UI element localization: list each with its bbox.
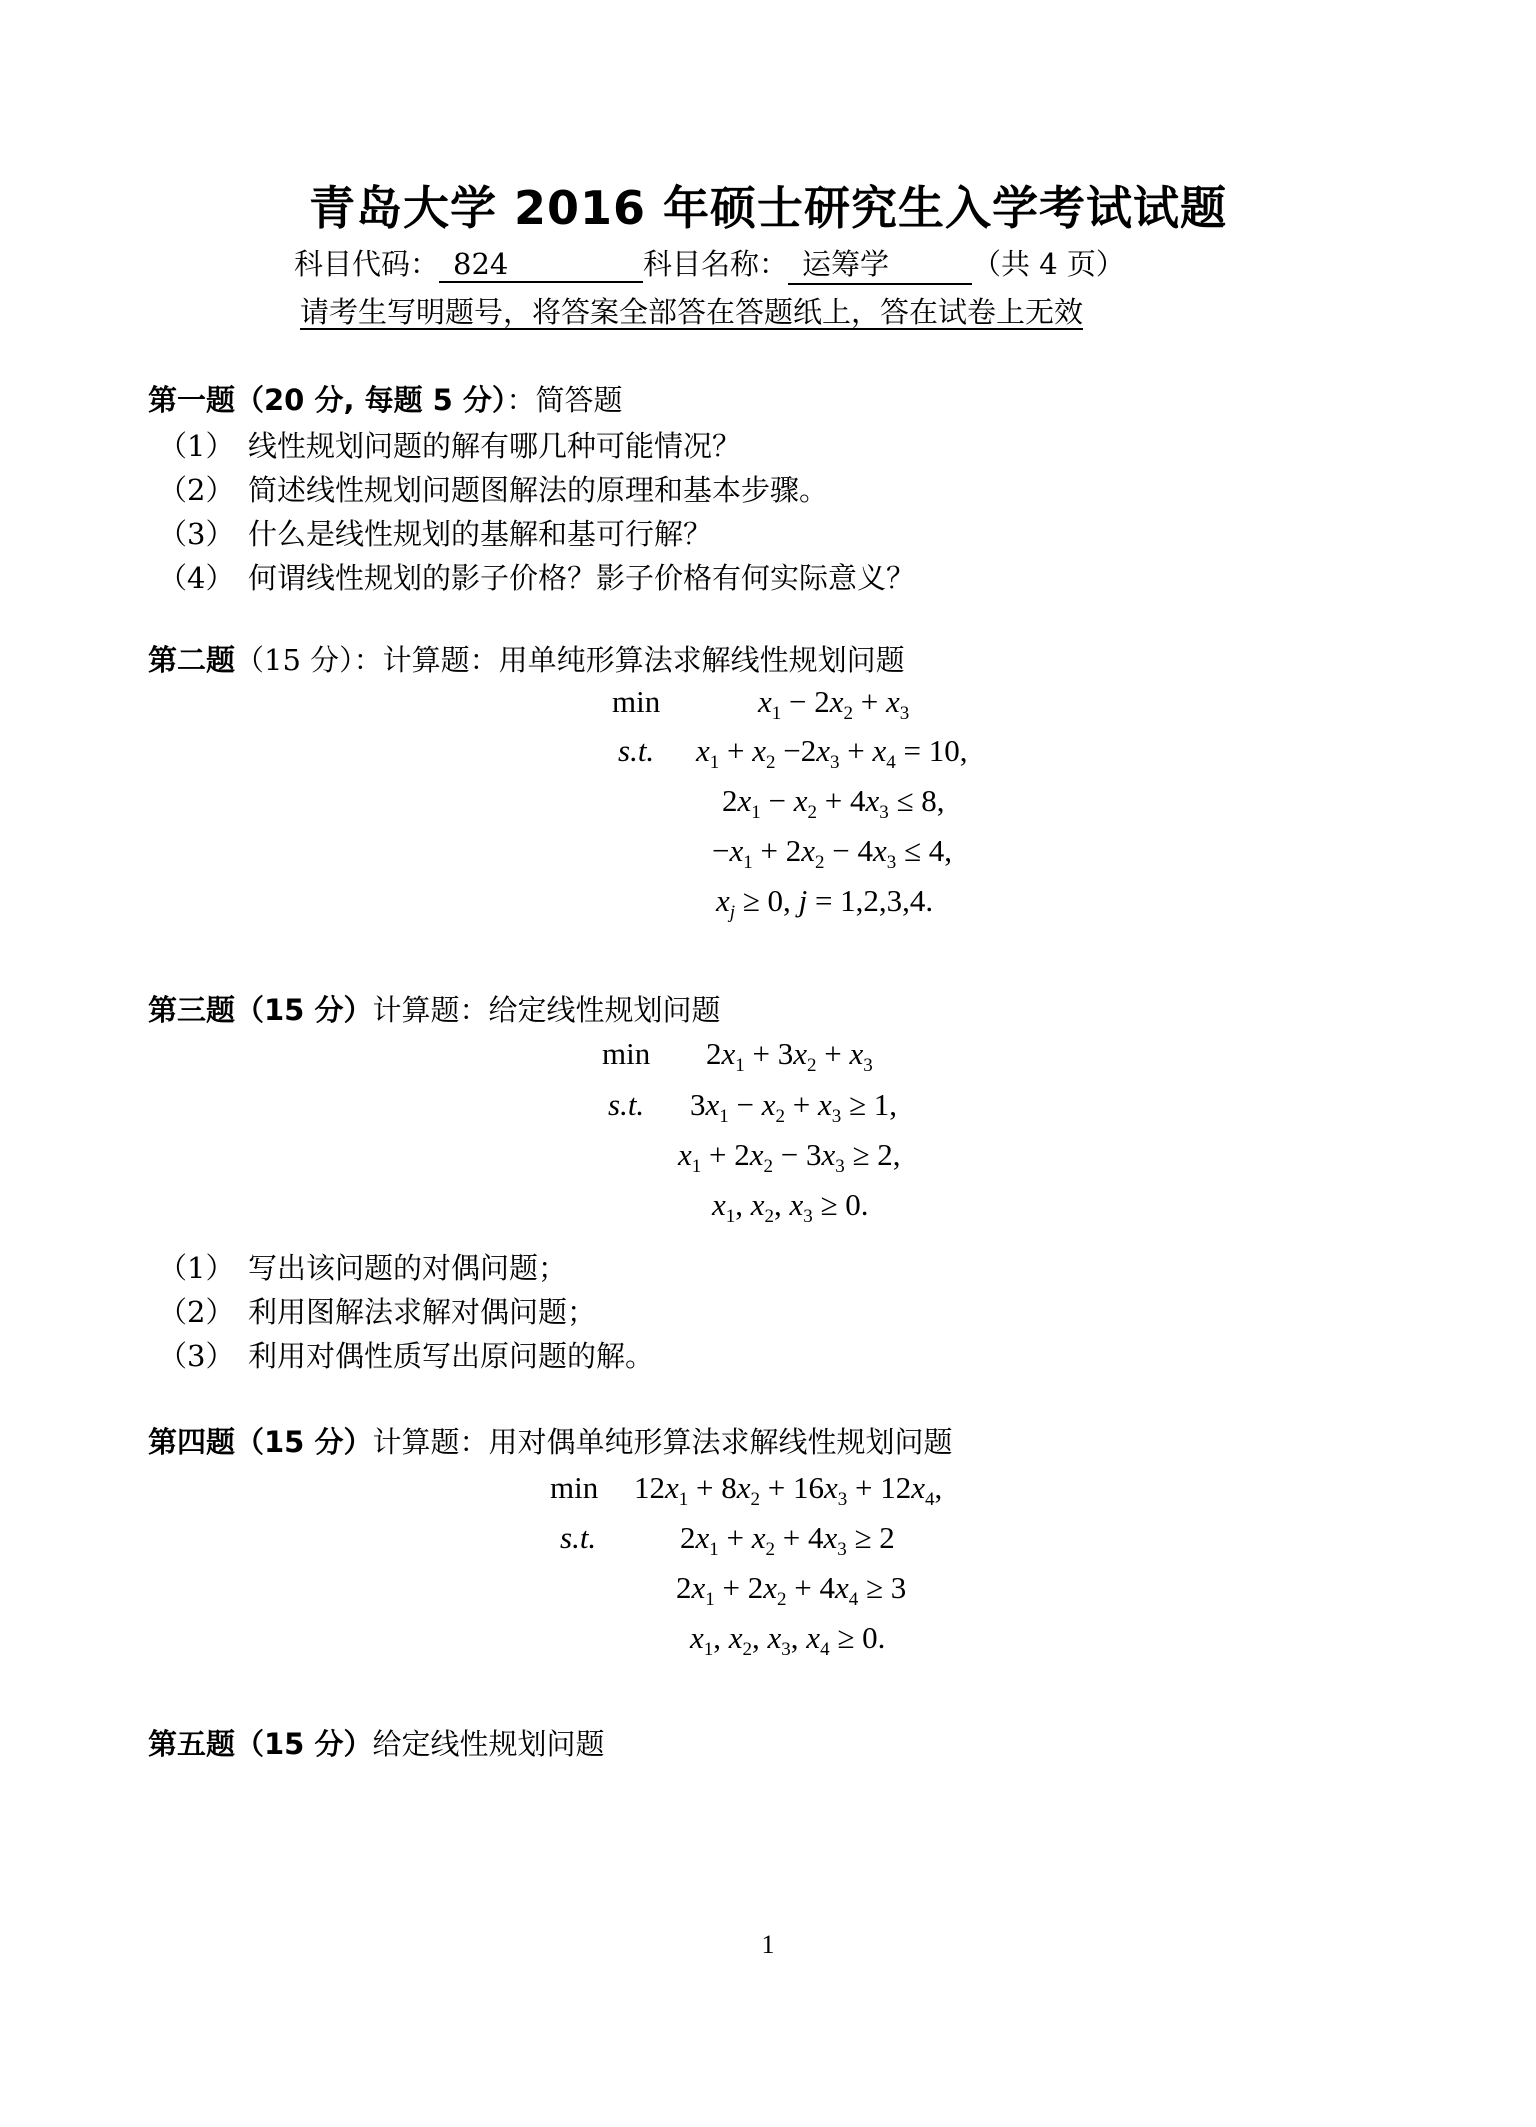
item-number: （2） [158, 1295, 235, 1329]
question-heading-bold: 第一题（20 分, 每题 5 分） [148, 383, 507, 417]
objective-expression: $2x_1 + 3x_2 + x_3$ [706, 1036, 873, 1077]
question-heading-bold: 第二题 [148, 643, 236, 677]
constraint: $2x_1 + 2x_2 + 4x_4 \ge 3$ [676, 1570, 907, 1611]
item-number: （2） [158, 473, 235, 507]
question-heading-text: 计算题：给定线性规划问题 [372, 993, 721, 1027]
constraint: $3x_1 - x_2 + x_3 \ge 1$, [690, 1087, 898, 1128]
subject-info [294, 242, 1125, 285]
st-label: s.t. [618, 733, 655, 768]
item-number: （3） [158, 1339, 235, 1373]
question-heading-text: ：简答题 [506, 383, 623, 417]
question-2-heading [148, 638, 905, 679]
subject-code-label: 科目代码： [294, 247, 440, 281]
subject-code: 824 [439, 247, 643, 283]
item-text: 利用对偶性质写出原问题的解。 [248, 1339, 655, 1373]
constraint: $2x_1 + x_2 + 4x_3 \ge 2$ [680, 1520, 895, 1561]
question-heading-bold: 第四题（15 分） [148, 1425, 373, 1459]
st-label: s.t. [560, 1520, 597, 1555]
item-text: 何谓线性规划的影子价格？影子价格有何实际意义？ [248, 561, 916, 595]
list-item [158, 1290, 596, 1331]
page-number: 1 [761, 1930, 775, 1959]
constraint: $x_1 + 2x_2 - 3x_3 \ge 2$, [678, 1137, 901, 1178]
constraint: $x_1$, $x_2$, $x_3$, $x_4 \ge 0$. [690, 1620, 886, 1661]
question-4-heading [148, 1420, 952, 1461]
subject-name: 运筹学 [788, 242, 972, 285]
question-3-heading [148, 988, 720, 1029]
item-number: （3） [158, 517, 235, 551]
objective-expression: $12x_1 + 8x_2 + 16x_3 + 12x_4$, [634, 1470, 943, 1511]
subject-name-label: 科目名称： [643, 247, 789, 281]
objective-expression: $x_1 - 2x_2 + x_3$ [758, 684, 910, 725]
item-number: （4） [158, 561, 235, 595]
list-item [158, 556, 915, 597]
list-item [158, 1246, 567, 1287]
constraint: $x_1$, $x_2$, $x_3 \ge 0$. [712, 1187, 869, 1228]
objective-label: min [612, 684, 661, 719]
item-text: 什么是线性规划的基解和基可行解？ [248, 517, 713, 551]
item-text: 利用图解法求解对偶问题； [248, 1295, 597, 1329]
question-5-heading [148, 1722, 604, 1763]
item-text: 简述线性规划问题图解法的原理和基本步骤。 [248, 473, 829, 507]
item-text: 写出该问题的对偶问题； [248, 1251, 568, 1285]
question-heading-bold: 第五题（15 分） [148, 1727, 373, 1761]
constraint: $2x_1 - x_2 + 4x_3 \le 8$, [722, 783, 945, 824]
constraint: $x_1 + x_2 -2x_3 + x_4 = 10$, [696, 733, 968, 774]
item-text: 线性规划问题的解有哪几种可能情况？ [248, 429, 742, 463]
question-heading-text: 计算题：用对偶单纯形算法求解线性规划问题 [372, 1425, 953, 1459]
list-item [158, 512, 712, 553]
item-number: （1） [158, 429, 235, 463]
st-label: s.t. [608, 1087, 645, 1122]
objective-label: min [602, 1036, 651, 1071]
exam-notice: 请考生写明题号，将答案全部答在答题纸上，答在试卷上无效 [300, 295, 1084, 329]
question-1-heading [148, 378, 622, 419]
page-count: （共 4 页） [972, 247, 1125, 281]
exam-title: 青岛大学 2016 年硕士研究生入学考试试题 [308, 181, 1228, 235]
list-item [158, 1334, 654, 1375]
item-number: （1） [158, 1251, 235, 1285]
list-item [158, 468, 828, 509]
constraint: $-x_1 + 2x_2 - 4x_3 \le 4$, [712, 833, 953, 874]
question-heading-bold: 第三题（15 分） [148, 993, 373, 1027]
question-heading-text: （15 分）：计算题：用单纯形算法求解线性规划问题 [235, 643, 905, 677]
question-heading-text: 给定线性规划问题 [372, 1727, 605, 1761]
objective-label: min [550, 1470, 599, 1505]
constraint: $x_j \ge 0$, j = 1,2,3,4. [716, 883, 934, 924]
list-item [158, 424, 741, 465]
